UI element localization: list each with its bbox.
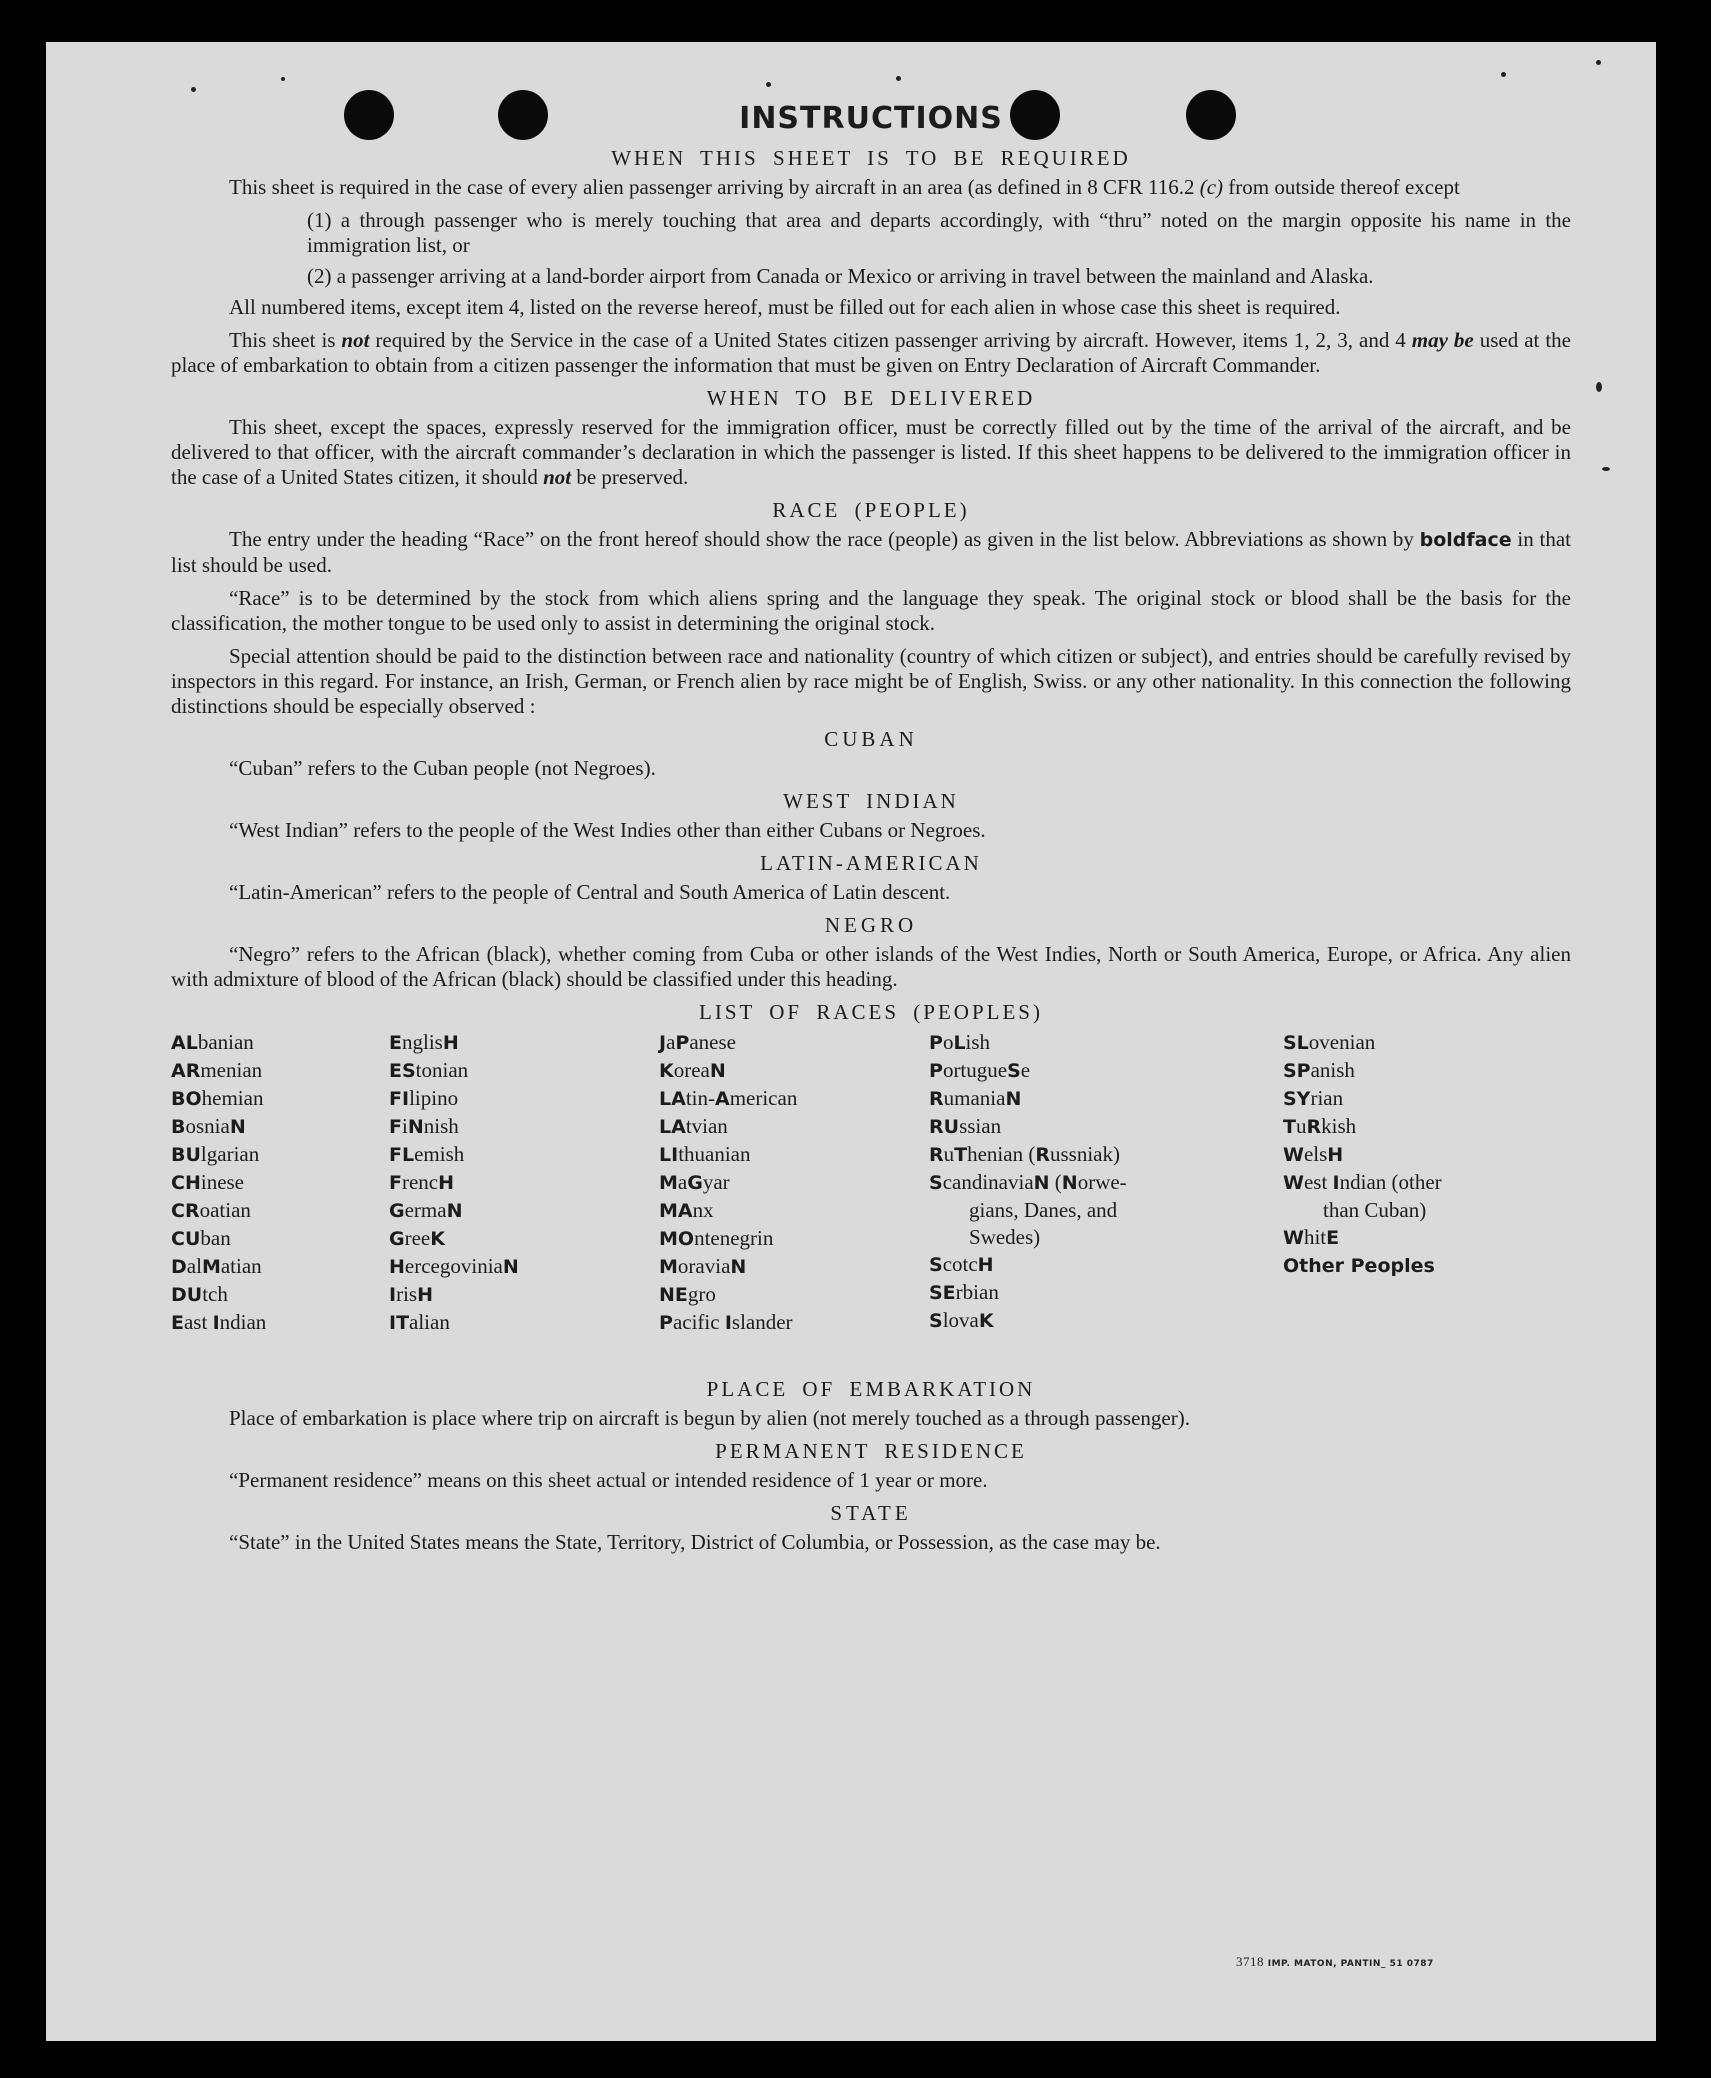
race-entry: SYrian xyxy=(1283,1086,1344,1110)
race-entry: GreeK xyxy=(389,1226,445,1250)
form-number: 3718 xyxy=(1236,1954,1264,1969)
race-entry: Swedes) xyxy=(969,1225,1041,1249)
heading-negro: NEGRO xyxy=(824,913,918,937)
race-entry: MAnx xyxy=(659,1198,714,1222)
latin-american-text: “Latin-American” refers to the people of Central and South America of Latin descent. xyxy=(229,880,951,904)
race-entry: SErbian xyxy=(929,1280,999,1304)
race-entry: FIlipino xyxy=(389,1086,459,1110)
race-entry: than Cuban) xyxy=(1323,1198,1427,1222)
race-entry: BOhemian xyxy=(171,1086,264,1110)
heading-race: RACE (PEOPLE) xyxy=(772,498,970,522)
race-entry: WelsH xyxy=(1283,1142,1344,1166)
ink-speck xyxy=(1602,467,1610,471)
required-intro: This sheet is required in the case of every alien passenger arriving by aircraft in an area (as defined in 8 CFR 116.2 (c) from outside thereof except xyxy=(229,175,1460,199)
race-entry: SlovaK xyxy=(929,1308,994,1332)
heading-latin-american: LATIN-AMERICAN xyxy=(760,851,982,875)
ink-speck xyxy=(1596,382,1602,392)
heading-west-indian: WEST INDIAN xyxy=(783,789,959,813)
race-entry: BosniaN xyxy=(171,1114,246,1138)
race-entry: LAtvian xyxy=(659,1114,728,1138)
embarkation-text: Place of embarkation is place where trip on aircraft is begun by alien (not merely touched as a through passenger). xyxy=(229,1406,1190,1430)
negro-text: “Negro” refers to the African (black), whether coming from Cuba or other islands of the West Indies, North or South America, Europe, or Africa. Any alien with admixture of blood of the African (black) should be classified under this heading. xyxy=(171,942,1571,991)
race-entry: ARmenian xyxy=(171,1058,263,1082)
races-column-1 xyxy=(171,1029,266,1337)
ink-speck xyxy=(281,77,285,81)
citizen-paragraph: This sheet is not required by the Service in the case of a United States citizen passenger arriving by aircraft. However, items 1, 2, 3, and 4 may be used at the place of embarkation to obtain from a citizen passenger the information that must be given on Entry Declaration of Aircraft Commander. xyxy=(171,328,1571,377)
state-text: “State” in the United States means the State, Territory, District of Columbia, or Possession, as the case may be. xyxy=(229,1530,1161,1554)
required-item-1: (1) a through passenger who is merely touching that area and departs accordingly, with “thru” noted on the margin opposite his name in the immigration list, or xyxy=(307,208,1571,257)
race-entry: MoraviaN xyxy=(659,1254,747,1278)
race-entry: RuThenian (Russniak) xyxy=(929,1142,1120,1166)
races-column-5 xyxy=(1283,1029,1442,1280)
ink-speck xyxy=(1596,60,1601,65)
race-entry: ALbanian xyxy=(171,1030,254,1054)
races-column-2 xyxy=(389,1029,519,1337)
race-paragraph-3: Special attention should be paid to the distinction between race and nationality (country of which citizen or subject), and entries should be carefully revised by inspectors in this regard. For instance, an Irish, German, or French alien by race might be of English, Swiss. or any other nationality. In this connection the following distinctions should be especially observed : xyxy=(171,644,1571,718)
race-entry: Pacific Islander xyxy=(659,1310,793,1334)
race-entry: LIthuanian xyxy=(659,1142,751,1166)
race-entry: EnglisH xyxy=(389,1030,459,1054)
race-entry: West Indian (other xyxy=(1283,1170,1442,1194)
race-entry: DalMatian xyxy=(171,1254,262,1278)
race-entry: FiNnish xyxy=(389,1114,459,1138)
race-entry: ITalian xyxy=(389,1310,450,1334)
delivered-paragraph: This sheet, except the spaces, expressly reserved for the immigration officer, must be correctly filled out by the time of the arrival of the aircraft, and be delivered to that officer, with the aircraft commander’s declaration in which the passenger is listed. If this sheet happens to be delivered to the immigration officer in the case of a United States citizen, it should not be preserved. xyxy=(171,415,1571,489)
residence-text: “Permanent residence” means on this sheet actual or intended residence of 1 year or more. xyxy=(229,1468,988,1492)
race-entry: Other Peoples xyxy=(1283,1255,1435,1277)
race-entry: RumaniaN xyxy=(929,1086,1022,1110)
race-entry: FrencH xyxy=(389,1170,455,1194)
race-entry: EStonian xyxy=(389,1058,469,1082)
race-entry: RUssian xyxy=(929,1114,1002,1138)
races-column-3 xyxy=(659,1029,797,1337)
race-entry: ScotcH xyxy=(929,1252,994,1276)
race-entry: NEgro xyxy=(659,1282,716,1306)
race-entry: ScandinaviaN (Norwe- xyxy=(929,1170,1127,1194)
heading-cuban: CUBAN xyxy=(824,727,918,751)
cuban-text: “Cuban” refers to the Cuban people (not Negroes). xyxy=(229,756,656,780)
printer-imprint xyxy=(1236,1954,1434,1970)
heading-place-of-embarkation: PLACE OF EMBARKATION xyxy=(706,1377,1036,1401)
races-list xyxy=(171,1029,1571,1369)
printer-name: IMP. MATON, PANTIN_ 51 0787 xyxy=(1267,1959,1434,1969)
race-entry: KoreaN xyxy=(659,1058,726,1082)
race-entry: IrisH xyxy=(389,1282,433,1306)
heading-list-of-races: LIST OF RACES (PEOPLES) xyxy=(699,1000,1043,1024)
race-entry: BUlgarian xyxy=(171,1142,260,1166)
race-entry: MOntenegrin xyxy=(659,1226,774,1250)
race-entry: CUban xyxy=(171,1226,231,1250)
race-entry: HercegoviniaN xyxy=(389,1254,519,1278)
document-title: INSTRUCTIONS xyxy=(739,101,1003,136)
west-indian-text: “West Indian” refers to the people of the West Indies other than either Cubans or Negroes. xyxy=(229,818,986,842)
heading-state: STATE xyxy=(830,1501,912,1525)
races-column-4 xyxy=(929,1029,1127,1335)
race-paragraph-1: The entry under the heading “Race” on the front hereof should show the race (people) as given in the list below. Abbreviations as shown by boldface in that list should be used. xyxy=(171,527,1572,577)
race-entry: JaPanese xyxy=(659,1030,736,1054)
ink-speck xyxy=(1501,72,1506,77)
ink-speck xyxy=(766,82,771,87)
race-entry: CRoatian xyxy=(171,1198,251,1222)
heading-when-delivered: WHEN TO BE DELIVERED xyxy=(706,386,1036,410)
race-entry: DUtch xyxy=(171,1282,228,1306)
race-entry: MaGyar xyxy=(659,1170,730,1194)
document-sheet xyxy=(46,42,1656,2041)
race-entry: PoLish xyxy=(929,1030,991,1054)
race-paragraph-2: “Race” is to be determined by the stock from which aliens spring and the language they speak. The original stock or blood shall be the basis for the classification, the mother tongue to be used only to assist in determining the original stock. xyxy=(171,586,1571,635)
race-entry: WhitE xyxy=(1283,1225,1340,1249)
heading-permanent-residence: PERMANENT RESIDENCE xyxy=(715,1439,1027,1463)
ink-speck xyxy=(896,76,901,81)
race-entry: FLemish xyxy=(389,1142,465,1166)
race-entry: TuRkish xyxy=(1283,1114,1357,1138)
ink-speck xyxy=(191,87,196,92)
numbered-items-paragraph: All numbered items, except item 4, listed on the reverse hereof, must be filled out for each alien in whose case this sheet is required. xyxy=(229,295,1341,319)
race-entry: East Indian xyxy=(171,1310,267,1334)
race-entry: GermaN xyxy=(389,1198,463,1222)
race-entry: gians, Danes, and xyxy=(969,1198,1118,1222)
race-entry: PortugueSe xyxy=(929,1058,1031,1082)
race-entry: CHinese xyxy=(171,1170,245,1194)
required-item-2: (2) a passenger arriving at a land-border airport from Canada or Mexico or arriving in travel between the mainland and Alaska. xyxy=(307,264,1374,288)
race-entry: LAtin-American xyxy=(659,1086,798,1110)
heading-when-required: WHEN THIS SHEET IS TO BE REQUIRED xyxy=(611,146,1131,170)
race-entry: SPanish xyxy=(1283,1058,1355,1082)
race-entry: SLovenian xyxy=(1283,1030,1376,1054)
